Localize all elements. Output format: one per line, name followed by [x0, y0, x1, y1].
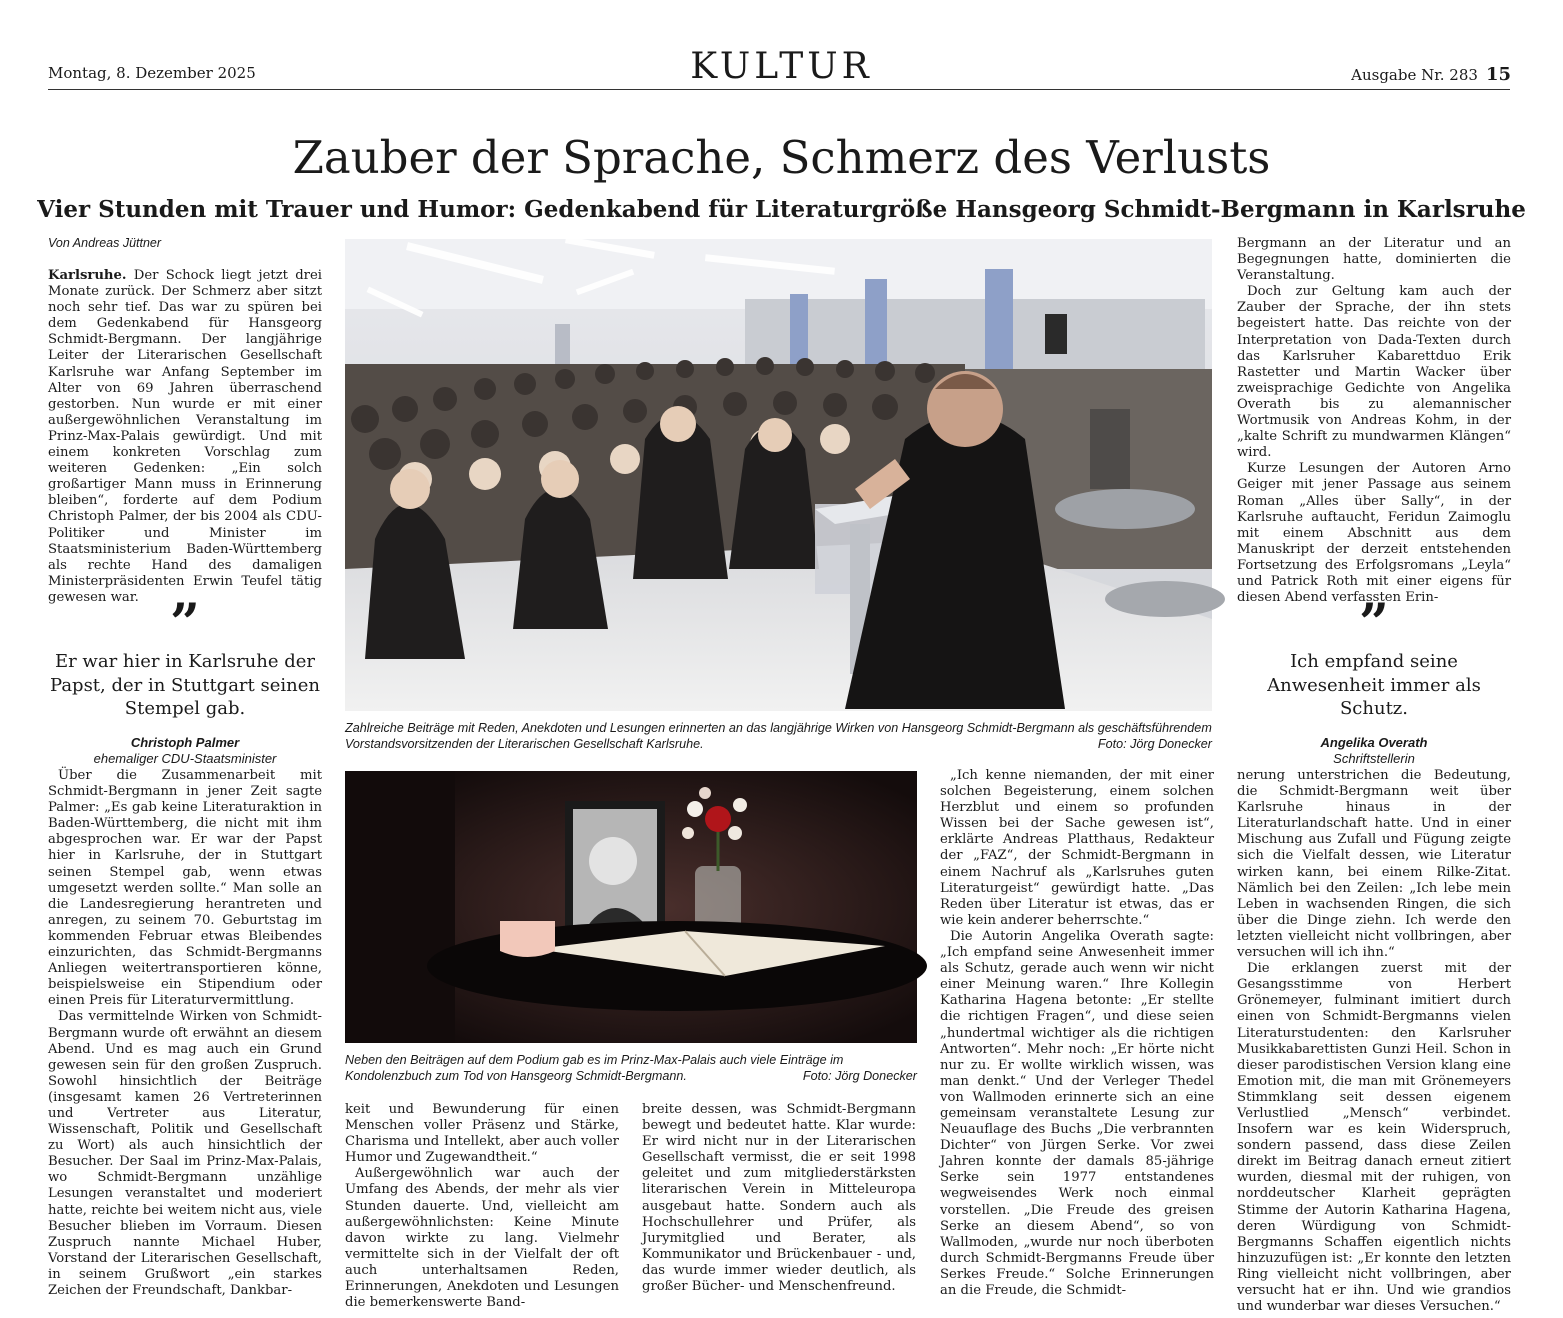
- paragraph: Doch zur Geltung kam auch der Zauber der Sprache, der ihn stets begeistert hatte. Das reichte von der Interpretation von Dada-Texten durch das Karlsruher Kabarettduo Erik Rastetter und Martin Wacker über zweisprachige Gedichte von Angelika Overath bis zu alemannischer Wortmusik von Andreas Kohm, in der „kalte Schrift zu mundwarmen Klängen“ wird.: [1237, 284, 1511, 461]
- photo-caption-1: [345, 720, 1212, 752]
- quote-text: Ich empfand seine Anwesenheit immer als Schutz.: [1267, 651, 1481, 719]
- pull-quote-left: [48, 593, 322, 766]
- paragraph: keit und Bewunderung für einen Menschen voller Präsenz und Stärke, Charisma und Intellekt, aber auch voller Humor und Zugewandtheit.“: [345, 1102, 619, 1166]
- column-1-top: [48, 268, 322, 605]
- section-title: KULTUR: [690, 46, 873, 87]
- pull-quote-right: [1237, 593, 1511, 766]
- paragraph: Die erklangen zuerst mit der Gesangsstimme von Herbert Grönemeyer, fulminant imitiert durch einen von Schmidt-Bergmanns vielen Literaturstudenten: den Karlsruher Musikkabarettisten Gunzi Heil. Schon in dieser parodistischen Version klang eine Emotion mit, die man mit Grönemeyers Stimmklang seit dessen eigenem Verlustlied „Mensch“ verbindet. Insofern war es kein Widerspruch, sondern passend, dass diese Zeilen direkt im Beitrag danach erneut zitiert wurden, diesmal mit der ruhigen, von norddeutscher Klarheit geprägten Stimme der Autorin Katharina Hagena, deren Würdigung von Schmidt-Bergmanns Schaffen eigentlich nichts hinzuzufügen ist: „Er konnte den letzten Ring vielleicht nicht vollbringen, aber versucht hat er ihn. Und wie grandios und wunderbar war dieses Versuchen.“: [1237, 961, 1511, 1315]
- paragraph: Über die Zusammenarbeit mit Schmidt-Bergmann in jener Zeit sagte Palmer: „Es gab keine Literaturaktion in Baden-Württemberg, die nicht mit ihm abgesprochen war. Er war der Papst hier in Karlsruhe, der in Stuttgart seinen Stempel gab, wenn etwas umgesetzt werden sollte.“ Man solle an die Landesregierung herantreten und anregen, zu seinem 70. Geburtstag im kommenden Februar etwas Bleibendes einzurichten, das Schmidt-Bergmanns Anliegen weitertransportieren könne, beispielsweise ein Stipendium oder einen Preis für Literaturvermittlung.: [48, 768, 322, 1009]
- photo-credit: Foto: Jörg Donecker: [1097, 737, 1212, 751]
- photo-condolence-book: [345, 771, 917, 1043]
- byline: Von Andreas Jüttner: [48, 236, 162, 250]
- paragraph: „Ich kenne niemanden, der mit einer solchen Begeisterung, einem solchen Herzblut und einem so profunden Wissen bei der Sache gewesen ist“, erklärte Andreas Platthaus, Redakteur der „FAZ“, der Schmidt-Bergmann in einem Nachruf als „Karlsruhes guten Literaturgeist“ gewürdigt hatte. „Das Reden über Literatur ist etwas, das er wie kein anderer beherrschte.“: [940, 768, 1214, 928]
- paragraph: Die Autorin Angelika Overath sagte: „Ich empfand seine Anwesenheit immer als Schutz, gerade auch wenn wir nicht einer Meinung waren.“ Ihre Kollegin Katharina Hagena betonte: „Er stellte die richtigen Fragen“, und diese seien „hundertmal wichtiger als die richtigen Antworten“. Mehr noch: „Er hörte nicht nur zu. Er wollte wirklich wissen, was man denkt.“ Und der Verleger Thedel von Wallmoden erinnerte sich an eine gemeinsam veranstaltete Lesung zur Neuauflage des Buchs „Die verbrannten Dichter“ von Jürgen Serke. Vor zwei Jahren konnte der damals 85-jährige Serke sein 1977 entstandenes wegweisendes Werk noch einmal vorstellen. „Die Freude des greisen Serke an diesem Abend“, so von Wallmoden, „wurde nur noch überboten durch Schmidt-Bergmanns Freude über Serkes Freude.“ Solche Erinnerungen an die Freude, die Schmidt-: [940, 928, 1214, 1298]
- column-2-bottom: [345, 1102, 619, 1311]
- paragraph: [48, 268, 322, 606]
- event-photo-illustration: [345, 239, 1212, 711]
- column-5-bottom: [1237, 768, 1511, 1315]
- quote-author: Angelika Overath: [1320, 734, 1428, 750]
- paragraph: breite dessen, was Schmidt-Bergmann bewegt und bedeutet hatte. Klar wurde: Er wird nicht nur in der Literarischen Gesellschaft vermisst, die er seit 1998 geleitet und zum mitgliederstärksten literarischen Verein in Mitteleuropa ausgebaut hatte. Sondern auch als Hochschullehrer und Prüfer, als Jurymitglied und Berater, als Kommunikator und Brückenbauer - und, das wurde immer wieder deutlich, als großer Bücher- und Menschenfreund.: [642, 1102, 916, 1295]
- photo-event-audience: [345, 239, 1212, 711]
- lead-text: Der Schock liegt jetzt drei Monate zurück. Der Schmerz aber sitzt noch sehr tief. Das war zu spüren bei dem Gedenkabend für Hansgeorg Schmidt-Bergmann. Der langjährige Leiter der Literarischen Gesellschaft Karlsruhe war Anfang September im Alter von 69 Jahren überraschend gestorben. Nun wurde er mit einer außergewöhnlichen Veranstaltung im Prinz-Max-Palais gewürdigt. Und mit einem konkreten Vorschlag zum weiteren Gedenken: „Ein solch großartiger Mann muss in Erinnerung bleiben“, forderte auf dem Podium Christoph Palmer, der bis 2004 als CDU-Politiker und Minister im Staatsministerium Baden-Württemberg als rechte Hand des damaligen Ministerpräsidenten Erwin Teufel tätig gewesen war.: [48, 268, 322, 605]
- paragraph: nerung unterstrichen die Bedeutung, die Schmidt-Bergmann weit über Karlsruhe hinaus in der Literaturlandschaft hatte. Und in einer Mischung aus Zufall und Fügung zeigte sich die Vielfalt dessen, wie Literatur wirken kann, bei einem Rilke-Zitat. Nämlich bei den Zeilen: „Ich lebe mein Leben in wachsenden Ringen, die sich über die Dinge ziehn. Ich werde den letzten vielleicht nicht vollbringen, aber versuchen will ich ihn.“: [1237, 768, 1511, 961]
- quote-author-role: Schriftstellerin: [1333, 750, 1415, 766]
- issue-info: [1351, 64, 1511, 85]
- paragraph: Kurze Lesungen der Autoren Arno Geiger mit jener Passage aus seinem Roman „Alles über Sally“, in der Karlsruhe auftaucht, Feridun Zaimoglu mit einem Abschnitt aus dem Manuskript der derzeit entstehenden Fortsetzung des Erfolgsromans „Leyla“ und Patrick Roth mit einer eigens für diesen Abend verfassten Erin-: [1237, 461, 1511, 606]
- photo-caption-2: [345, 1052, 917, 1084]
- column-5-top: [1237, 236, 1511, 610]
- paragraph: Bergmann an der Literatur und an Begegnungen hatte, dominierten die Veranstaltung.: [1237, 236, 1511, 284]
- column-3-bottom: [642, 1102, 916, 1304]
- paragraph: Das vermittelnde Wirken von Schmidt-Bergmann wurde oft erwähnt an diesem Abend. Und es mag auch ein Grund gewesen sein für den großen Zuspruch. Sowohl hinsichtlich der Beiträge (insgesamt kamen 26 Vertreterinnen und Vertreter aus Literatur, Wissenschaft, Politik und Gesellschaft zu Wort) als auch hinsichtlich der Besucher. Der Saal im Prinz-Max-Palais, wo Schmidt-Bergmann unzählige Lesungen veranstaltet und moderiert hatte, reichte bei weitem nicht aus, viele Besucher blieben im Vorraum. Diesen Zuspruch nannte Michael Huber, Vorstand der Literarischen Gesellschaft, in seinem Grußwort „ein starkes Zeichen der Freundschaft, Dankbar-: [48, 1009, 322, 1298]
- column-4-bottom: [940, 768, 1214, 1304]
- caption-text: Zahlreiche Beiträge mit Reden, Anekdoten und Lesungen erinnerten an das langjährige Wirken von Hansgeorg Schmidt-Bergmann als geschäftsführendem Vorstandsvorsitzenden der Literarischen Gesellschaft Karlsruhe.: [345, 721, 1212, 751]
- quote-author-role: ehemaliger CDU-Staatsminister: [93, 750, 277, 766]
- caption-text: Neben den Beiträgen auf dem Podium gab es im Prinz-Max-Palais auch viele Einträge im Kondolenzbuch zum Tod von Hansgeorg Schmidt-Bergmann.: [345, 1053, 844, 1083]
- article-headline: Zauber der Sprache, Schmerz des Verlusts: [292, 131, 1271, 184]
- page-number: 15: [1485, 64, 1511, 85]
- quote-author: Christoph Palmer: [130, 734, 240, 750]
- issue-number: Ausgabe Nr. 283: [1351, 66, 1478, 84]
- photo-credit: Foto: Jörg Donecker: [802, 1069, 917, 1083]
- issue-date: Montag, 8. Dezember 2025: [48, 64, 256, 82]
- dateline: Karlsruhe.: [48, 268, 127, 283]
- paragraph: Außergewöhnlich war auch der Umfang des Abends, der mehr als vier Stunden dauerte. Und, vielleicht am außergewöhnlichsten: Keine Minute davon wirkte zu lang. Vielmehr vermittelte sich in der Vielfalt der oft auch unterhaltsamen Reden, Erinnerungen, Anekdoten und Lesungen die bemerkenswerte Band-: [345, 1166, 619, 1311]
- quote-mark-icon: ”: [170, 593, 200, 654]
- masthead-rule: [48, 89, 1510, 90]
- quote-text: Er war hier in Karlsruhe der Papst, der in Stuttgart seinen Stempel gab.: [50, 651, 320, 719]
- quote-mark-icon: ”: [1359, 593, 1389, 654]
- column-1-bottom: [48, 768, 322, 1304]
- article-subheadline: Vier Stunden mit Trauer und Humor: Gedenkabend für Literaturgröße Hansgeorg Schmidt-Bergmann in Karlsruhe: [37, 196, 1526, 223]
- condolence-photo-illustration: [345, 771, 917, 1043]
